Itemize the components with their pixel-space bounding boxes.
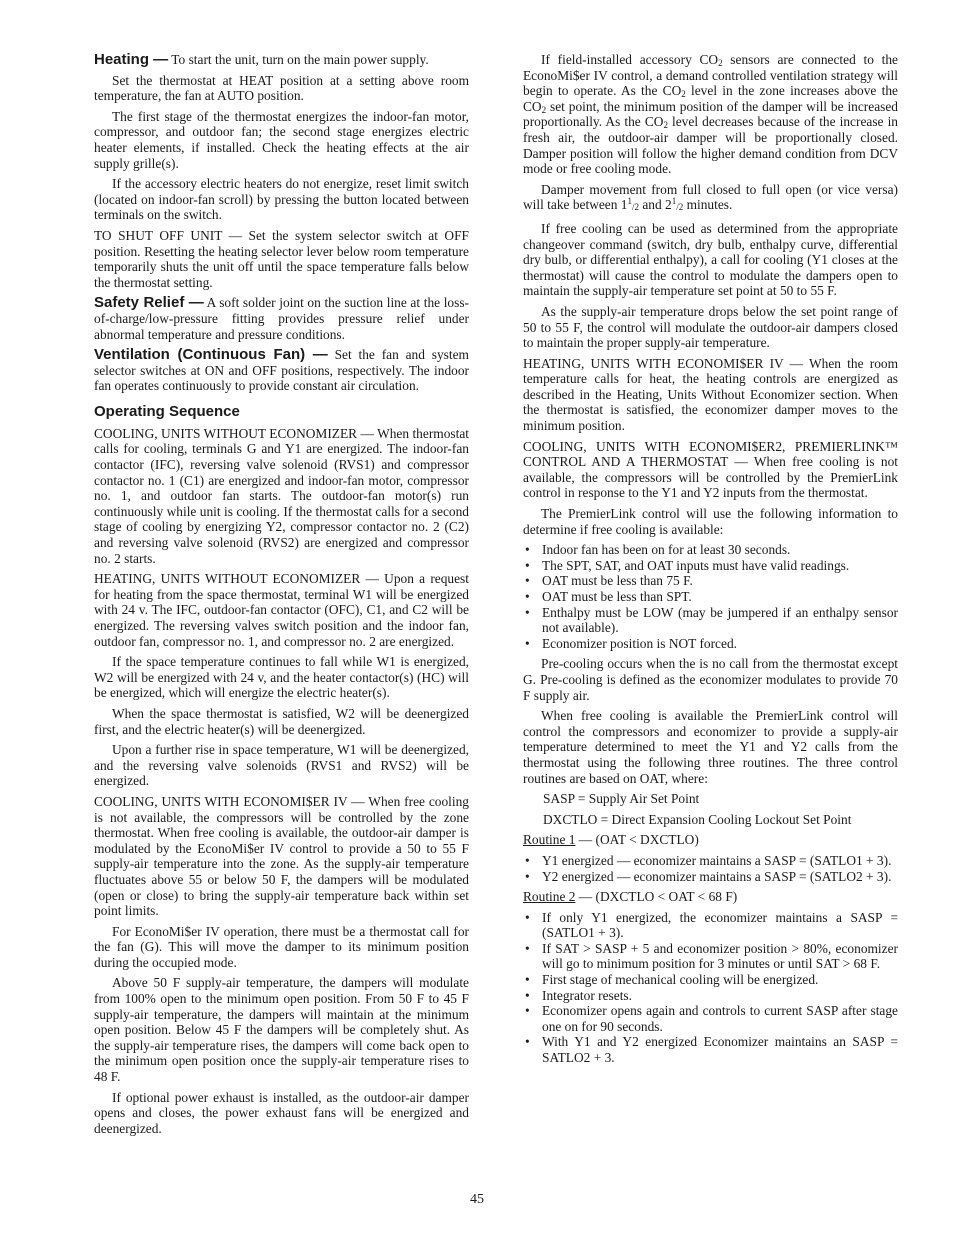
body-paragraph: If free cooling can be used as determined from the appropriate changeover command (switch, dry bulb, enthalpy curve, differential dry bulb, or differential enthalpy), a call for cooling (Y1 closes at the thermostat) will cause the control to modulate the dampers open to maintain the supply-air temperature set point at 50 to 55 F.	[523, 220, 898, 299]
bullet-list-routine-2	[523, 910, 898, 1066]
routine-2-heading: Routine 2 — (DXCTLO < OAT < 68 F)	[523, 889, 738, 905]
body-paragraph: The first stage of the thermostat energizes the indoor-fan motor, compressor, and outdoor fan; the second stage energizes electric heater elements, if installed. Check the heating effects at the air supply grille(s).	[94, 108, 469, 171]
list-item: • Indoor fan has been on for at least 30 seconds.	[523, 542, 898, 558]
heading-ventilation: Ventilation (Continuous Fan) —	[94, 346, 328, 364]
heading-safety-relief: Safety Relief —	[94, 294, 204, 312]
body-paragraph: HEATING, UNITS WITH ECONOMI$ER IV — When the room temperature calls for heat, the heating controls are energized as described in the Heating, Units Without Economizer section. When the thermostat is satisfied, the economizer damper moves to the minimum position.	[523, 355, 898, 434]
list-item: • Integrator resets.	[523, 988, 898, 1004]
body-paragraph: As the supply-air temperature drops below the set point range of 50 to 55 F, the control will modulate the outdoor-air dampers closed to maintain the proper supply-air temperature.	[523, 303, 898, 351]
body-paragraph: Pre-cooling occurs when the is no call from the thermostat except G. Pre-cooling is defined as the economizer modulates to provide 70 F supply air.	[523, 656, 898, 703]
body-paragraph: TO SHUT OFF UNIT — Set the system selector switch at OFF position. Resetting the heating selector lever below room temperature temporarily shuts the unit off until the space temperature falls below the thermostat setting.	[94, 227, 469, 290]
right-column	[523, 52, 898, 1071]
heading-heating: Heating —	[94, 51, 169, 68]
list-item: • Enthalpy must be LOW (may be jumpered if an enthalpy sensor not available).	[523, 605, 898, 636]
body-paragraph: Above 50 F supply-air temperature, the dampers will modulate from 100% open to the minimum open position. From 50 F to 45 F supply-air temperature, the dampers will maintain at the minimum open position. Below 45 F the dampers will be completely shut. As the supply-air temperature rises, the dampers will come back open to the minimum open position once the supply-air temperature rises to 48 F.	[94, 975, 469, 1085]
list-item: • Y2 energized — economizer maintains a SASP = (SATLO2 + 3).	[523, 869, 898, 885]
list-item: • Y1 energized — economizer maintains a SASP = (SATLO1 + 3).	[523, 853, 898, 869]
definition-sasp: SASP = Supply Air Set Point	[543, 791, 700, 807]
list-item: • First stage of mechanical cooling will be energized.	[523, 972, 898, 988]
heading-operating-sequence: Operating Sequence	[94, 402, 240, 420]
body-paragraph: When the space thermostat is satisfied, W2 will be deenergized first, and the electric heater(s) will be deenergized.	[94, 705, 469, 737]
list-item: • Economizer opens again and controls to current SASP after stage one on for 90 seconds.	[523, 1003, 898, 1034]
damper-paragraph: Damper movement from full closed to full open (or vice versa) will take between $1^1/2$ and $2^1/2$ minutes.	[523, 181, 898, 213]
definition-dxctlo: DXCTLO = Direct Expansion Cooling Lockout Set Point	[543, 811, 852, 827]
list-item: • The SPT, SAT, and OAT inputs must have valid readings.	[523, 558, 898, 574]
list-item: • If only Y1 energized, the economizer maintains a SASP = (SATLO1 + 3).	[523, 910, 898, 941]
body-paragraph: When free cooling is available the PremierLink control will control the compressors and economizer to provide a supply-air temperature determined to meet the Y1 and Y2 calls from the thermostat using the following three routines. The three control routines are based on OAT, where:	[523, 708, 898, 786]
page-number: 45	[470, 1192, 484, 1207]
safety-paragraph: Safety Relief — A soft solder joint on the suction line at the loss-of-charge/low-pressure fitting provides pressure relief under abnormal temperature and pressure conditions.	[94, 294, 469, 342]
list-item: • OAT must be less than 75 F.	[523, 573, 898, 589]
bullet-list-routine-1	[523, 853, 898, 884]
ventilation-paragraph: Ventilation (Continuous Fan) — Set the fan and system selector switches at ON and OFF positions, respectively. The indoor fan operates continuously to provide constant air circulation.	[94, 346, 469, 394]
bullet-list-free-cooling	[523, 542, 898, 651]
co2-paragraph: If field-installed accessory $CO_2$ sensors are connected to the EconoMi$er IV control, a demand controlled ventilation strategy will begin to operate. As the $CO_2$ level in the zone increases above the $CO_2$ set point, the minimum position of the damper will be increased proportionally. As the $CO_2$ level decreases because of the increase in fresh air, the outdoor-air damper will be proportionally closed. Damper position will follow the higher demand condition from DCV mode or free cooling mode.	[523, 52, 899, 177]
heating-paragraph: Heating — To start the unit, turn on the main power supply.	[94, 51, 429, 68]
list-item: • OAT must be less than SPT.	[523, 589, 898, 605]
body-paragraph: If the accessory electric heaters do not energize, reset limit switch (located on indoor-fan scroll) by pressing the button located between terminals on the switch.	[94, 176, 469, 223]
body-paragraph: HEATING, UNITS WITHOUT ECONOMIZER — Upon a request for heating from the space thermostat, terminal W1 will be energized with 24 v. The IFC, outdoor-fan contactor (OFC), C1, and C2 will be energized. The reversing valves switch position and the indoor fan, outdoor fan, compressor no. 1, and compressor no. 2 are energized.	[94, 571, 469, 649]
body-paragraph: If the space temperature continues to fall while W1 is energized, W2 will be energized with 24 v, and the heater contactor(s) (HC) will be energized, which will energize the electric heater(s).	[94, 654, 469, 701]
list-item: • If SAT > SASP + 5 and economizer position > 80%, economizer will go to minimum position for 3 minutes or until SAT > 68 F.	[523, 941, 898, 972]
routine-1-heading: Routine 1 — (OAT < DXCTLO)	[523, 832, 699, 848]
list-item: • Economizer position is NOT forced.	[523, 636, 898, 652]
body-paragraph: Upon a further rise in space temperature, W1 will be deenergized, and the reversing valve solenoids (RVS1 and RVS2) will be energized.	[94, 742, 469, 789]
body-paragraph: For EconoMi$er IV operation, there must be a thermostat call for the fan (G). This will move the damper to its minimum position during the occupied mode.	[94, 923, 469, 970]
body-paragraph: Set the thermostat at HEAT position at a setting above room temperature, the fan at AUTO position.	[94, 72, 469, 104]
body-paragraph: The PremierLink control will use the following information to determine if free cooling is available:	[523, 506, 898, 537]
body-paragraph: COOLING, UNITS WITH ECONOMI$ER2, PREMIERLINK™ CONTROL AND A THERMOSTAT — When free cooling is not available, the compressors will be controlled by the PremierLink control in response to the Y1 and Y2 inputs from the thermostat.	[523, 438, 898, 501]
body-paragraph: COOLING, UNITS WITH ECONOMI$ER IV — When free cooling is not available, the compressors will be controlled by the zone thermostat. When free cooling is available, the outdoor-air damper is modulated by the EconoMi$er IV control to provide a 50 to 55 F supply-air temperature into the zone. As the supply-air temperature fluctuates above 55 or below 50 F, the dampers will be modulated (open or close) to bring the supply-air temperature back within set point limits.	[94, 793, 469, 919]
left-column	[94, 52, 469, 1141]
list-item: • With Y1 and Y2 energized Economizer maintains an SASP = SATLO2 + 3.	[523, 1034, 898, 1065]
body-paragraph: If optional power exhaust is installed, as the outdoor-air damper opens and closes, the power exhaust fans will be energized and deenergized.	[94, 1089, 469, 1136]
body-paragraph: COOLING, UNITS WITHOUT ECONOMIZER — When thermostat calls for cooling, terminals G and Y1 are energized. The indoor-fan contactor (IFC), reversing valve solenoid (RVS1) and compressor contactor no. 1 (C1) are energized and indoor-fan motor, compressor no. 1, and outdoor fan starts. The outdoor-fan motor(s) run continuously while unit is cooling. If the thermostat calls for a second stage of cooling by energizing Y2, compressor contactor no. 2 (C2) and reversing valve solenoid (RVS2) are energized and compressor no. 2 starts.	[94, 425, 469, 566]
